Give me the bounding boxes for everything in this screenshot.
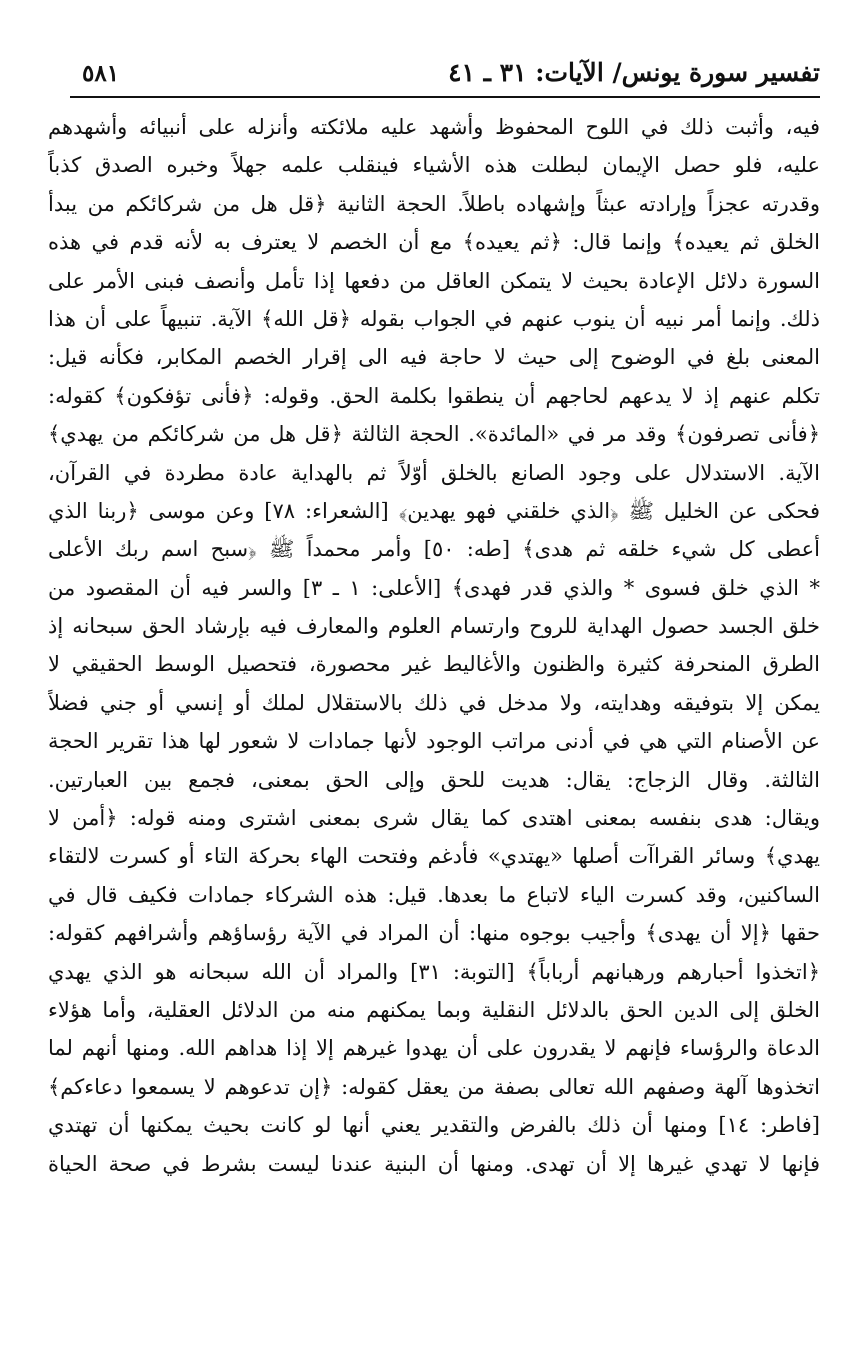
text-line: [فاطر: ١٤] ومنها أن ذلك بالفرض والتقدير يعني أنها لو كانت بحيث يمكنها أن تهتدي — [48, 1113, 820, 1138]
running-header — [70, 56, 820, 98]
text-line: ويقال: هدى بنفسه بمعنى اهتدى كما يقال شرى بمعنى اشترى ومنه قوله: ﴿أمن لا — [48, 806, 820, 831]
text-line: أعطى كل شيء خلقه ثم هدى﴾ [طه: ٥٠] وأمر محمداً ﷺ ﴿سبح اسم ربك الأعلى — [48, 537, 820, 562]
text-line: خلق الجسد حصول الهداية للروح وارتسام العلوم والمعارف فيه بإرشاد الحق سبحانه إذ — [48, 614, 820, 639]
body-text — [48, 108, 820, 1183]
text-line: المعنى بلغ في الوضوح إلى حيث لا حاجة فيه الى إقرار الخصم المكابر، فكأنه قيل: — [48, 345, 820, 370]
text-line: الآية. الاستدلال على وجود الصانع بالخلق أوّلاً ثم بالهداية عادة مطردة في القرآن، — [48, 460, 820, 485]
text-line: الثالثة. وقال الزجاج: يقال: هديت للحق وإلى الحق بمعنى، فجمع بين العبارتين. — [48, 767, 820, 792]
text-line: يهدي﴾ وسائر القراآت أصلها «يهتدي» فأدغم وفتحت الهاء بحركة التاء أو كسرت لالتقاء — [48, 844, 820, 869]
text-line: يمكن إلا بتوفيقه وهدايته، ولا مدخل في ذلك بالاستقلال لملك أو إنسي أو جني فضلاً — [48, 690, 820, 715]
text-line: فإنها لا تهدي غيرها إلا أن تهدى. ومنها أن البنية عندنا ليست بشرط في صحة الحياة — [48, 1151, 820, 1176]
text-line: وقدرته عجزاً وإرادته عبثاً وإشهاده باطلاً. الحجة الثانية ﴿قل هل من شركائكم من يبدأ — [48, 191, 820, 216]
text-line: الخلق إلى الدين الحق بالدلائل النقلية وبما يمكنهم منه من الدلائل العقلية، وأما هؤلاء — [48, 997, 820, 1022]
text-line: السورة دلائل الإعادة بحيث لا يتمكن العاقل من دفعها إذا تأمل وأنصف فبنى الأمر على — [48, 268, 820, 293]
text-line: الساكنين، وقد كسرت الياء لاتباع ما بعدها. قيل: هذه الشركاء جمادات فكيف قال في — [48, 882, 820, 907]
text-line: فيه، وأثبت ذلك في اللوح المحفوظ وأشهد عليه ملائكته وأنزله على أنبيائه وأشهدهم — [48, 115, 820, 139]
text-line: فحكى عن الخليل ﷺ ﴿الذي خلقني فهو يهدين﴾ [الشعراء: ٧٨] وعن موسى ﴿ربنا الذي — [48, 498, 820, 523]
text-line: تكلم عنهم إذ لا يدعهم لحاجهم أن ينطقوا بكلمة الحق. وقوله: ﴿فأنى تؤفكون﴾ كقوله: — [48, 383, 820, 408]
text-line: عن الأصنام التي هي في أدنى مراتب الوجود لأنها جمادات لا شعور لها هذا تقرير الحجة — [48, 729, 820, 754]
page-number: ٥٨١ — [82, 60, 120, 87]
text-line: ﴿فأنى تصرفون﴾ وقد مر في «المائدة». الحجة الثالثة ﴿قل هل من شركائكم من يهدي﴾ — [48, 422, 820, 447]
text-line: * الذي خلق فسوى * والذي قدر فهدى﴾ [الأعلى: ١ ـ ٣] والسر فيه أن المقصود من — [48, 575, 820, 600]
text-line: اتخذوها آلهة وصفهم الله تعالى بصفة من يعقل كقوله: ﴿إن تدعوهم لا يسمعوا دعاءكم﴾ — [48, 1074, 820, 1099]
text-line: الطرق المنحرفة كثيرة والظنون والأغاليط غير محصورة، فتحصيل الوسط الحقيقي لا — [48, 652, 820, 677]
text-line: ذلك. وإنما أمر نبيه أن ينوب عنهم في الجواب بقوله ﴿قل الله﴾ الآية. تنبيهاً على أن هذا — [48, 306, 820, 331]
running-title: تفسير سورة يونس/ الآيات: ٣١ ـ ٤١ — [448, 58, 820, 87]
text-line: الدعاة والرؤساء فإنهم لا يقدرون على أن يهدوا غيرهم إلا إذا هداهم الله. ومنها أنهم لما — [48, 1036, 820, 1061]
text-line: الخلق ثم يعيده﴾ وإنما قال: ﴿ثم يعيده﴾ مع أن الخصم لا يعترف به لأنه قدم في هذه — [48, 230, 820, 255]
text-line: ﴿اتخذوا أحبارهم ورهبانهم أرباباً﴾ [التوبة: ٣١] والمراد أن الله سبحانه هو الذي يهدي — [48, 959, 820, 984]
text-line: حقها ﴿إلا أن يهدى﴾ وأجيب بوجوه منها: أن المراد في الآية رؤساؤهم وأشرافهم كقوله: — [48, 921, 820, 946]
text-line: عليه، فلو حصل الإيمان لبطلت هذه الأشياء فينقلب علمه جهلاً وخبره الصدق كذباً — [48, 153, 820, 178]
